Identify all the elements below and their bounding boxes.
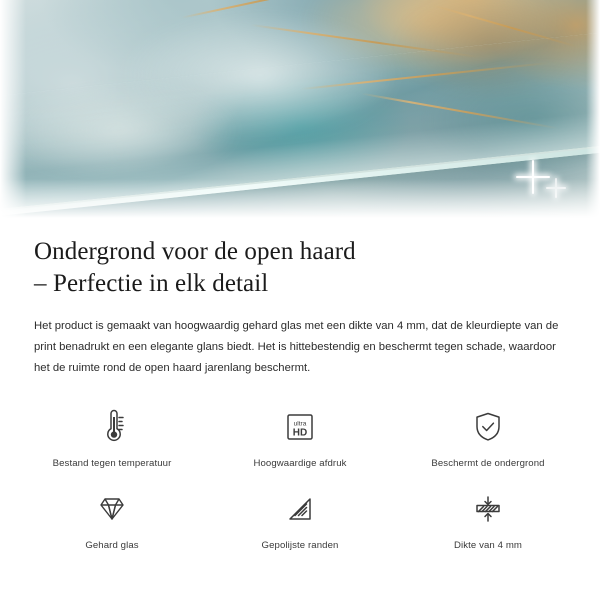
page-title	[0, 236, 600, 300]
marble-artwork	[0, 0, 600, 218]
feature-item	[206, 487, 394, 551]
shield-check-icon	[466, 405, 510, 449]
thickness-arrows-icon	[466, 487, 510, 531]
content-area	[0, 218, 600, 551]
feature-item	[18, 405, 206, 469]
feature-item	[18, 487, 206, 551]
hero-image	[0, 0, 600, 218]
white-swirl	[0, 80, 240, 180]
headline-line-2: – Perfectie in elk detail	[34, 270, 269, 297]
feature-label: Gehard glas	[85, 540, 139, 551]
diamond-icon	[90, 487, 134, 531]
polished-edges-icon	[278, 487, 322, 531]
description-paragraph: Het product is gemaakt van hoogwaardig gehard glas met een dikte van 4 mm, dat de kleurdiepte van de print benadrukt en een elegante glans biedt. Het is hittebestendig en beschermt tegen schade, waardoor het de ruimte rond de open haard jarenlang beschermt.	[34, 320, 559, 374]
feature-label: Hoogwaardige afdruk	[253, 458, 347, 469]
feature-label: Gepolijste randen	[261, 540, 339, 551]
feature-label: Beschermt de ondergrond	[431, 458, 545, 469]
feature-label: Dikte van 4 mm	[453, 540, 523, 551]
headline-line-1: Ondergrond voor de open haard	[34, 238, 356, 265]
feature-item	[206, 405, 394, 469]
thermometer-icon	[90, 405, 134, 449]
svg-text:HD: HD	[292, 427, 308, 439]
ultra-hd-icon	[278, 405, 322, 449]
feature-item	[394, 487, 582, 551]
feature-item	[394, 405, 582, 469]
feature-label: Bestand tegen temperatuur	[52, 458, 172, 469]
svg-text:ultra: ultra	[293, 420, 307, 428]
feature-grid	[0, 405, 600, 551]
